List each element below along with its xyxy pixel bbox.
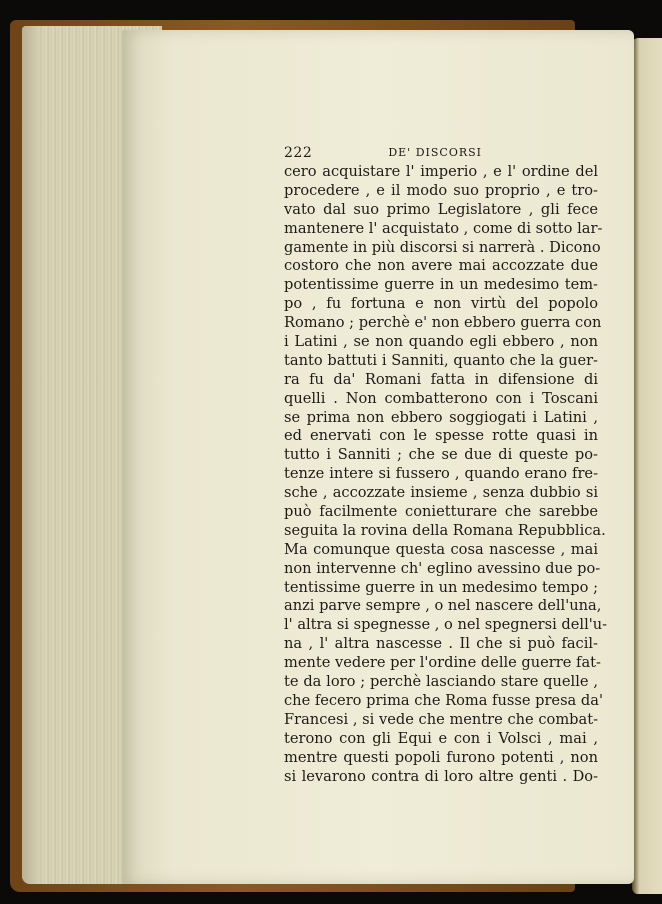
text-line: non intervenne ch' eglino avessino due po-	[284, 559, 601, 577]
text-line: potentissime guerre in un medesimo tem-	[284, 276, 598, 294]
text-line: mente vedere per l'ordine delle guerre fat-	[284, 654, 601, 672]
text-line: vato dal suo primo Legislatore , gli fece	[284, 200, 598, 218]
text-line: ed enervati con le spesse rotte quasi in	[284, 427, 598, 445]
text-line: te da loro ; perchè lasciando stare quelle ,	[284, 673, 598, 691]
text-line: può facilmente conietturare che sarebbe	[284, 503, 598, 521]
text-line: gamente in più discorsi si narrerà . Dicono	[284, 238, 601, 256]
text-line: Francesi , si vede che mentre che combat-	[284, 710, 598, 728]
text-line: tentissime guerre in un medesimo tempo ;	[284, 578, 598, 596]
running-head	[284, 143, 598, 163]
text-line: che fecero prima che Roma fusse presa da'	[284, 691, 603, 709]
text-line: Ma comunque questa cosa nascesse , mai	[284, 540, 598, 558]
running-title: DE' DISCORSI	[388, 146, 482, 159]
text-line: costoro che non avere mai accozzate due	[284, 257, 598, 275]
text-line: tanto battuti i Sanniti, quanto che la guer-	[284, 351, 598, 369]
text-line: procedere , e il modo suo proprio , e tro-	[284, 181, 598, 199]
text-line: quelli . Non combatterono con i Toscani	[284, 389, 598, 407]
text-line: l' altra si spegnesse , o nel spegnersi dell'u-	[284, 616, 608, 634]
text-line: na , l' altra nascesse . Il che si può facil-	[284, 635, 598, 653]
text-line: mentre questi popoli furono potenti , non	[284, 748, 598, 766]
text-line: tutto i Sanniti ; che se due di queste po-	[284, 446, 598, 464]
text-line: po , fu fortuna e non virtù del popolo	[284, 295, 598, 313]
text-line: seguita la rovina della Romana Repubblica.	[284, 521, 606, 539]
text-line: tenze intere si fussero , quando erano fre-	[284, 465, 598, 483]
text-line: i Latini , se non quando egli ebbero , non	[284, 333, 598, 351]
body-text	[284, 163, 608, 786]
text-line: terono con gli Equi e con i Volsci , mai ,	[284, 729, 598, 747]
text-line: cero acquistare l' imperio , e l' ordine del	[284, 163, 598, 180]
page-number: 222	[284, 145, 313, 161]
text-line: ra fu da' Romani fatta in difensione di	[284, 370, 598, 388]
text-line: anzi parve sempre , o nel nascere dell'una,	[284, 597, 602, 615]
text-line: Romano ; perchè e' non ebbero guerra con	[284, 314, 602, 332]
facing-page-edge	[632, 38, 662, 894]
text-block	[284, 143, 608, 786]
text-line: sche , accozzate insieme , senza dubbio si	[284, 484, 598, 502]
text-line: se prima non ebbero soggiogati i Latini ,	[284, 408, 598, 426]
text-line: mantenere l' acquistato , come di sotto lar-	[284, 219, 603, 237]
text-line: si levarono contra di loro altre genti . Do-	[284, 767, 598, 785]
